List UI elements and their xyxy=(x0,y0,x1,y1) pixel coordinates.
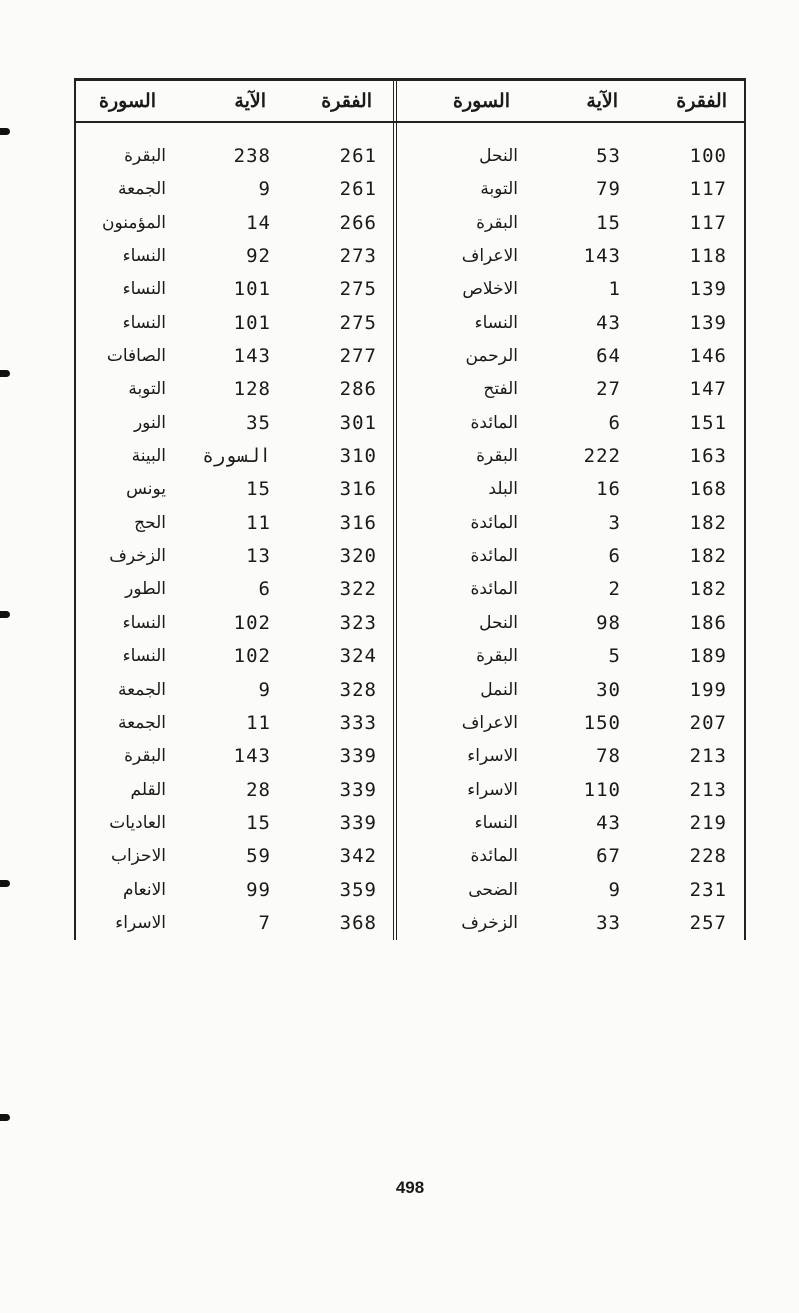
surah-cell: الضحى xyxy=(468,879,518,900)
paragraph-cell: 266 xyxy=(339,211,377,234)
verse-cell: 9 xyxy=(258,178,271,201)
verse-cell: 222 xyxy=(583,445,621,468)
verse-cell: 6 xyxy=(608,545,621,568)
paragraph-cell: 301 xyxy=(339,411,377,434)
verse-cell: 11 xyxy=(246,711,271,734)
table-row xyxy=(76,240,393,273)
surah-cell: المائدة xyxy=(470,579,518,600)
verse-cell: 15 xyxy=(246,478,271,501)
paragraph-cell: 322 xyxy=(339,578,377,601)
verse-cell: 28 xyxy=(246,778,271,801)
verse-cell: 101 xyxy=(233,278,271,301)
verse-cell: 101 xyxy=(233,311,271,334)
paragraph-cell: 213 xyxy=(689,745,727,768)
surah-cell: الحج xyxy=(134,512,166,533)
verse-cell: 64 xyxy=(596,345,621,368)
surah-cell: المائدة xyxy=(470,412,518,433)
surah-cell: الاحزاب xyxy=(110,846,166,867)
verse-cell: 150 xyxy=(583,711,621,734)
table-row xyxy=(76,840,393,873)
table-row xyxy=(397,840,743,873)
binding-mark xyxy=(0,1114,10,1121)
surah-cell: البقرة xyxy=(124,746,166,767)
paragraph-cell: 261 xyxy=(339,178,377,201)
verse-cell: 43 xyxy=(596,811,621,834)
paragraph-cell: 328 xyxy=(339,678,377,701)
table-row xyxy=(76,573,393,606)
verse-cell: 11 xyxy=(246,511,271,534)
paragraph-cell: 199 xyxy=(689,678,727,701)
table-row xyxy=(76,173,393,206)
table-row xyxy=(76,273,393,306)
paragraph-cell: 189 xyxy=(689,645,727,668)
verse-cell: 6 xyxy=(608,411,621,434)
table-row xyxy=(397,340,743,373)
table-row xyxy=(76,307,393,340)
surah-cell: التوبة xyxy=(480,179,518,200)
paragraph-cell: 324 xyxy=(339,645,377,668)
paragraph-cell: 231 xyxy=(689,878,727,901)
verse-cell: 6 xyxy=(258,578,271,601)
right-header-paragraph: الفقرة xyxy=(676,90,727,112)
surah-cell: النمل xyxy=(480,679,518,700)
surah-cell: النساء xyxy=(474,812,518,833)
table-row xyxy=(397,707,743,740)
verse-cell: 53 xyxy=(596,145,621,167)
paragraph-cell: 333 xyxy=(339,711,377,734)
surah-cell: الاعراف xyxy=(461,246,518,267)
paragraph-cell: 339 xyxy=(339,745,377,768)
surah-cell: الصافات xyxy=(106,346,166,367)
surah-cell: العاديات xyxy=(109,812,166,833)
table-row xyxy=(397,674,743,707)
surah-cell: النساء xyxy=(122,612,166,633)
binding-mark xyxy=(0,880,10,887)
surah-cell: الطور xyxy=(125,579,166,600)
paragraph-cell: 286 xyxy=(339,378,377,401)
right-table-body xyxy=(397,140,743,940)
paragraph-cell: 275 xyxy=(339,311,377,334)
table-row xyxy=(76,740,393,773)
surah-cell: البينة xyxy=(131,446,166,467)
surah-cell: الزخرف xyxy=(461,912,518,933)
surah-cell: الاسراء xyxy=(115,912,166,933)
paragraph-cell: 342 xyxy=(339,845,377,868)
paragraph-cell: 359 xyxy=(339,878,377,901)
verse-cell: 102 xyxy=(233,645,271,668)
paragraph-cell: 163 xyxy=(689,445,727,468)
verse-cell: 9 xyxy=(258,678,271,701)
paragraph-cell: 339 xyxy=(339,811,377,834)
table-row xyxy=(397,173,743,206)
surah-cell: الاسراء xyxy=(467,746,518,767)
surah-cell: النحل xyxy=(479,612,518,633)
table-row xyxy=(397,607,743,640)
table-row xyxy=(76,640,393,673)
paragraph-cell: 207 xyxy=(689,711,727,734)
paragraph-cell: 117 xyxy=(689,211,727,234)
verse-cell: 143 xyxy=(233,745,271,768)
table-row xyxy=(397,440,743,473)
paragraph-cell: 320 xyxy=(339,545,377,568)
table-row xyxy=(397,140,743,173)
surah-cell: المؤمنون xyxy=(101,212,166,233)
surah-cell: الاسراء xyxy=(467,779,518,800)
left-header-verse: الآية xyxy=(234,90,266,112)
table-row xyxy=(76,674,393,707)
table-row xyxy=(397,273,743,306)
paragraph-cell: 310 xyxy=(339,445,377,468)
verse-cell: 15 xyxy=(246,811,271,834)
table-row xyxy=(76,707,393,740)
verse-cell: 5 xyxy=(608,645,621,668)
table-row xyxy=(397,507,743,540)
verse-cell: 102 xyxy=(233,611,271,634)
verse-cell: 27 xyxy=(596,378,621,401)
verse-cell: 33 xyxy=(596,911,621,934)
paragraph-cell: 118 xyxy=(689,245,727,268)
surah-cell: النساء xyxy=(122,646,166,667)
verse-cell: 2 xyxy=(608,578,621,601)
paragraph-cell: 273 xyxy=(339,245,377,268)
surah-cell: النحل xyxy=(479,146,518,166)
binding-mark xyxy=(0,370,10,377)
table-row xyxy=(397,407,743,440)
paragraph-cell: 316 xyxy=(339,478,377,501)
binding-mark xyxy=(0,611,10,618)
table-row xyxy=(397,307,743,340)
verse-cell: 16 xyxy=(596,478,621,501)
table-row xyxy=(76,207,393,240)
table-row xyxy=(76,407,393,440)
table-row xyxy=(76,907,393,940)
left-table-body xyxy=(76,140,393,940)
surah-cell: الرحمن xyxy=(465,346,518,367)
table-row xyxy=(76,140,393,173)
table-row xyxy=(76,440,393,473)
verse-cell: 3 xyxy=(608,511,621,534)
verse-cell: 128 xyxy=(233,378,271,401)
surah-cell: التوبة xyxy=(128,379,166,400)
table-row xyxy=(76,874,393,907)
verse-cell: 7 xyxy=(258,911,271,934)
left-header-surah: السورة xyxy=(99,90,156,112)
table-row xyxy=(397,373,743,406)
paragraph-cell: 117 xyxy=(689,178,727,201)
right-header-verse: الآية xyxy=(586,90,618,112)
surah-cell: النور xyxy=(133,412,166,433)
paragraph-cell: 182 xyxy=(689,578,727,601)
surah-cell: يونس xyxy=(126,479,166,500)
verse-cell: 1 xyxy=(608,278,621,301)
paragraph-cell: 323 xyxy=(339,611,377,634)
surah-cell: الفتح xyxy=(483,379,518,400)
paragraph-cell: 151 xyxy=(689,411,727,434)
table-row xyxy=(397,540,743,573)
verse-cell: 15 xyxy=(596,211,621,234)
table-row xyxy=(397,640,743,673)
paragraph-cell: 213 xyxy=(689,778,727,801)
table-row xyxy=(76,607,393,640)
table-row xyxy=(397,774,743,807)
verse-cell: 238 xyxy=(233,145,271,167)
paragraph-cell: 277 xyxy=(339,345,377,368)
table-row xyxy=(397,240,743,273)
verse-cell: 98 xyxy=(596,611,621,634)
paragraph-cell: 168 xyxy=(689,478,727,501)
surah-cell: الاخلاص xyxy=(462,279,518,300)
verse-cell: 14 xyxy=(246,211,271,234)
paragraph-cell: 228 xyxy=(689,845,727,868)
paragraph-cell: 368 xyxy=(339,911,377,934)
table-row xyxy=(76,473,393,506)
paragraph-cell: 139 xyxy=(689,311,727,334)
table-row xyxy=(76,540,393,573)
right-header-surah: السورة xyxy=(453,90,510,112)
surah-cell: البقرة xyxy=(476,646,518,667)
surah-cell: النساء xyxy=(122,246,166,267)
surah-cell: النساء xyxy=(122,279,166,300)
paragraph-cell: 182 xyxy=(689,511,727,534)
paragraph-cell: 100 xyxy=(689,145,727,167)
surah-cell: الاعراف xyxy=(461,712,518,733)
table-row xyxy=(397,740,743,773)
verse-cell: 92 xyxy=(246,245,271,268)
surah-cell: البقرة xyxy=(476,446,518,467)
paragraph-cell: 139 xyxy=(689,278,727,301)
surah-cell: الجمعة xyxy=(117,712,166,733)
left-header-paragraph: الفقرة xyxy=(321,90,372,112)
table-row xyxy=(76,807,393,840)
surah-cell: البقرة xyxy=(124,146,166,166)
surah-cell: المائدة xyxy=(470,512,518,533)
surah-cell: القلم xyxy=(130,779,166,800)
paragraph-cell: 182 xyxy=(689,545,727,568)
paragraph-cell: 339 xyxy=(339,778,377,801)
table-row xyxy=(76,340,393,373)
table-row xyxy=(397,807,743,840)
surah-cell: المائدة xyxy=(470,546,518,567)
paragraph-cell: 186 xyxy=(689,611,727,634)
page-number: 498 xyxy=(395,1178,425,1197)
table-row xyxy=(76,373,393,406)
paragraph-cell: 316 xyxy=(339,511,377,534)
verse-cell: 143 xyxy=(583,245,621,268)
verse-cell: 67 xyxy=(596,845,621,868)
surah-cell: الجمعة xyxy=(117,179,166,200)
surah-cell: النساء xyxy=(474,312,518,333)
paragraph-cell: 275 xyxy=(339,278,377,301)
verse-cell: 59 xyxy=(246,845,271,868)
verse-cell: 143 xyxy=(233,345,271,368)
table-row xyxy=(397,573,743,606)
binding-mark xyxy=(0,128,10,135)
surah-cell: النساء xyxy=(122,312,166,333)
surah-cell: الانعام xyxy=(122,879,166,900)
table-row xyxy=(397,874,743,907)
table-row xyxy=(397,907,743,940)
verse-cell: 30 xyxy=(596,678,621,701)
verse-cell: 99 xyxy=(246,878,271,901)
surah-cell: البقرة xyxy=(476,212,518,233)
surah-cell: الزخرف xyxy=(109,546,166,567)
header-divider xyxy=(74,121,746,123)
table-row xyxy=(76,774,393,807)
verse-cell: 79 xyxy=(596,178,621,201)
verse-cell: 9 xyxy=(608,878,621,901)
verse-cell: 13 xyxy=(246,545,271,568)
table-row xyxy=(397,207,743,240)
paragraph-cell: 257 xyxy=(689,911,727,934)
surah-cell: المائدة xyxy=(470,846,518,867)
table-row xyxy=(397,473,743,506)
verse-cell: 110 xyxy=(583,778,621,801)
verse-cell: السورة xyxy=(202,445,271,468)
verse-cell: 78 xyxy=(596,745,621,768)
paragraph-cell: 261 xyxy=(339,145,377,167)
surah-cell: الجمعة xyxy=(117,679,166,700)
verse-cell: 35 xyxy=(246,411,271,434)
verse-cell: 43 xyxy=(596,311,621,334)
paragraph-cell: 146 xyxy=(689,345,727,368)
table-row xyxy=(76,507,393,540)
paragraph-cell: 147 xyxy=(689,378,727,401)
surah-cell: البلد xyxy=(488,479,518,500)
paragraph-cell: 219 xyxy=(689,811,727,834)
